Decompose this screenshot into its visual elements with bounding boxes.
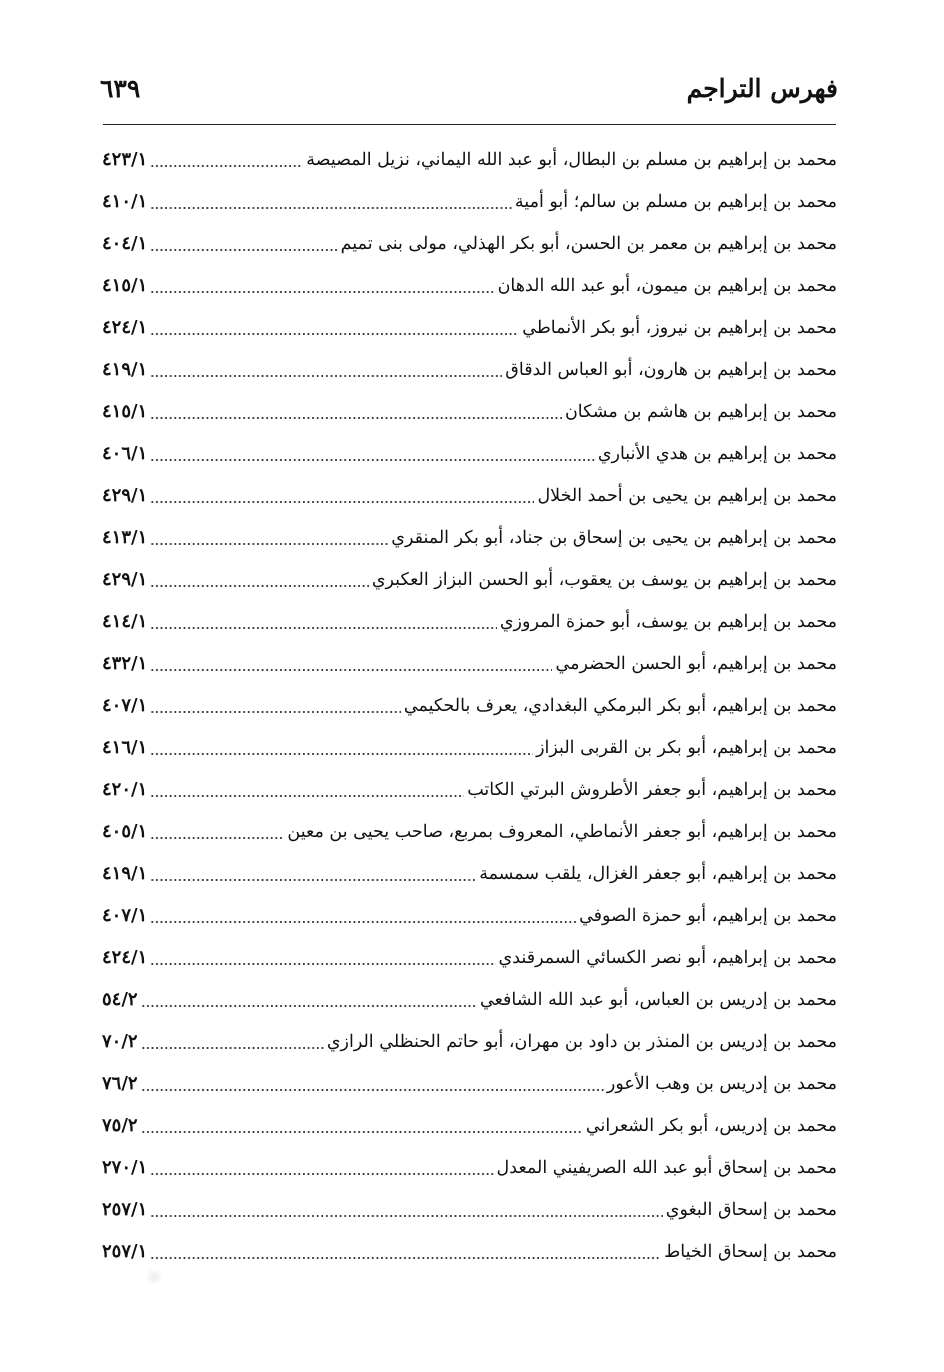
entry-page-reference: ٤٢٤/١ <box>102 947 148 968</box>
index-entry <box>102 181 837 223</box>
dot-leader <box>150 1215 663 1217</box>
paper-speck <box>145 1268 163 1286</box>
dot-leader <box>150 627 497 629</box>
dot-leader <box>150 417 562 419</box>
entry-name: محمد بن إبراهيم، أبو الحسن الحضرمي <box>555 654 837 674</box>
entry-name: محمد بن إسحاق الخياط <box>664 1242 837 1262</box>
dot-leader <box>150 501 534 503</box>
index-entries-list <box>102 139 837 1273</box>
entry-name: محمد بن إسحاق البغوي <box>665 1200 837 1220</box>
entry-page-reference: ٤٠٥/١ <box>102 821 148 842</box>
entry-page-reference: ٤١٤/١ <box>102 611 148 632</box>
entry-page-reference: ٤٢٣/١ <box>102 149 148 170</box>
entry-page-reference: ٤٠٦/١ <box>102 443 148 464</box>
entry-page-reference: ٤١٠/١ <box>102 191 148 212</box>
index-entry <box>102 223 837 265</box>
page-header <box>100 70 838 110</box>
index-entry <box>102 979 837 1021</box>
dot-leader <box>150 543 388 545</box>
entry-name: محمد بن إبراهيم بن يحيى بن إسحاق بن جناد، أبو بكر المنقري <box>391 528 837 548</box>
index-entry <box>102 769 837 811</box>
index-entry <box>102 937 837 979</box>
entry-page-reference: ٢٧٠/١ <box>102 1157 148 1178</box>
index-entry <box>102 727 837 769</box>
entry-page-reference: ٢٥٧/١ <box>102 1199 148 1220</box>
entry-name: محمد بن إدريس بن وهب الأعور <box>606 1074 837 1094</box>
dot-leader <box>150 459 595 461</box>
entry-name: محمد بن إبراهيم بن هارون، أبو العباس الدقاق <box>505 360 837 380</box>
dot-leader <box>150 375 502 377</box>
dot-leader <box>150 879 476 881</box>
entry-name: محمد بن إبراهيم بن ميمون، أبو عبد الله الدهان <box>497 276 837 296</box>
index-entry <box>102 1189 837 1231</box>
index-entry <box>102 433 837 475</box>
entry-page-reference: ٤٢٩/١ <box>102 485 148 506</box>
entry-page-reference: ٧٦/٢ <box>102 1073 138 1094</box>
entry-name: محمد بن إبراهيم بن معمر بن الحسن، أبو بكر الهذلي، مولى بنى تميم <box>340 234 837 254</box>
dot-leader <box>141 1005 477 1007</box>
running-title: فهرس التراجم <box>686 74 838 103</box>
dot-leader <box>150 669 552 671</box>
index-entry <box>102 811 837 853</box>
index-entry <box>102 139 837 181</box>
entry-name: محمد بن إبراهيم بن يحيى بن أحمد الخلال <box>537 486 837 506</box>
index-entry <box>102 1231 837 1273</box>
entry-page-reference: ٤١٩/١ <box>102 863 148 884</box>
entry-name: محمد بن إبراهيم بن هدي الأنباري <box>597 444 837 464</box>
entry-page-reference: ٧٠/٢ <box>102 1031 138 1052</box>
page-number: ٦٣٩ <box>100 74 141 103</box>
entry-page-reference: ٤١٩/١ <box>102 359 148 380</box>
index-entry <box>102 349 837 391</box>
entry-name: محمد بن إبراهيم، أبو بكر بن القربى البزاز <box>536 738 837 758</box>
entry-name: محمد بن إدريس بن العباس، أبو عبد الله الشافعي <box>480 990 837 1010</box>
dot-leader <box>150 249 337 251</box>
entry-page-reference: ٤٠٧/١ <box>102 905 148 926</box>
entry-page-reference: ٤٢٤/١ <box>102 317 148 338</box>
index-entry <box>102 517 837 559</box>
index-entry <box>102 643 837 685</box>
dot-leader <box>150 963 495 965</box>
index-entry <box>102 685 837 727</box>
index-entry <box>102 1147 837 1189</box>
index-entry <box>102 475 837 517</box>
dot-leader <box>150 207 512 209</box>
dot-leader <box>150 921 576 923</box>
entry-name: محمد بن إبراهيم، أبو نصر الكسائي السمرقندي <box>498 948 837 968</box>
entry-page-reference: ٧٥/٢ <box>102 1115 138 1136</box>
entry-name: محمد بن إدريس بن المنذر بن داود بن مهران، أبو حاتم الحنظلي الرازي <box>326 1032 837 1052</box>
dot-leader <box>150 1257 661 1259</box>
entry-name: محمد بن إبراهيم بن مسلم بن سالم؛ أبو أمية <box>514 192 837 212</box>
dot-leader <box>150 585 369 587</box>
dot-leader <box>150 753 533 755</box>
entry-page-reference: ٥٤/٢ <box>102 989 138 1010</box>
entry-name: محمد بن إبراهيم بن يوسف، أبو حمزة المروزي <box>499 612 837 632</box>
index-entry <box>102 1063 837 1105</box>
entry-page-reference: ٤٢٠/١ <box>102 779 148 800</box>
entry-page-reference: ٤٠٧/١ <box>102 695 148 716</box>
entry-name: محمد بن إبراهيم، أبو بكر البرمكي البغدادي، يعرف بالحكيمي <box>403 696 837 716</box>
entry-name: محمد بن إبراهيم بن يوسف بن يعقوب، أبو الحسن البزاز العكبري <box>371 570 837 590</box>
dot-leader <box>150 165 303 167</box>
entry-name: محمد بن إبراهيم، أبو حمزة الصوفي <box>579 906 837 926</box>
entry-name: محمد بن إبراهيم، أبو جعفر الغزال، يلقب سمسمة <box>479 864 837 884</box>
entry-page-reference: ٤١٥/١ <box>102 401 148 422</box>
dot-leader <box>150 1173 493 1175</box>
entry-name: محمد بن إبراهيم، أبو جعفر الأنماطي، المعروف بمربع، صاحب يحيى بن معين <box>287 822 837 842</box>
entry-name: محمد بن إدريس، أبو بكر الشعراني <box>585 1116 837 1136</box>
index-entry <box>102 601 837 643</box>
dot-leader <box>150 795 464 797</box>
index-entry <box>102 391 837 433</box>
dot-leader <box>150 837 284 839</box>
entry-name: محمد بن إسحاق أبو عبد الله الصريفيني المعدل <box>496 1158 837 1178</box>
entry-page-reference: ٤١٦/١ <box>102 737 148 758</box>
dot-leader <box>141 1089 604 1091</box>
entry-page-reference: ٤١٥/١ <box>102 275 148 296</box>
dot-leader <box>150 333 519 335</box>
entry-page-reference: ٤١٣/١ <box>102 527 148 548</box>
index-entry <box>102 265 837 307</box>
header-rule <box>103 124 836 125</box>
dot-leader <box>141 1047 324 1049</box>
dot-leader <box>141 1131 583 1133</box>
entry-page-reference: ٤٠٤/١ <box>102 233 148 254</box>
entry-page-reference: ٤٣٢/١ <box>102 653 148 674</box>
index-entry <box>102 1105 837 1147</box>
entry-name: محمد بن إبراهيم بن هاشم بن مشكان <box>564 402 837 422</box>
index-entry <box>102 307 837 349</box>
index-entry <box>102 895 837 937</box>
dot-leader <box>150 711 401 713</box>
entry-page-reference: ٤٢٩/١ <box>102 569 148 590</box>
entry-page-reference: ٢٥٧/١ <box>102 1241 148 1262</box>
index-entry <box>102 853 837 895</box>
entry-name: محمد بن إبراهيم، أبو جعفر الأطروش البرتي الكاتب <box>467 780 837 800</box>
index-entry <box>102 559 837 601</box>
dot-leader <box>150 291 494 293</box>
index-entry <box>102 1021 837 1063</box>
entry-name: محمد بن إبراهيم بن مسلم بن البطال، أبو عبد الله اليماني، نزيل المصيصة <box>306 150 837 170</box>
entry-name: محمد بن إبراهيم بن نيروز، أبو بكر الأنماطي <box>522 318 837 338</box>
